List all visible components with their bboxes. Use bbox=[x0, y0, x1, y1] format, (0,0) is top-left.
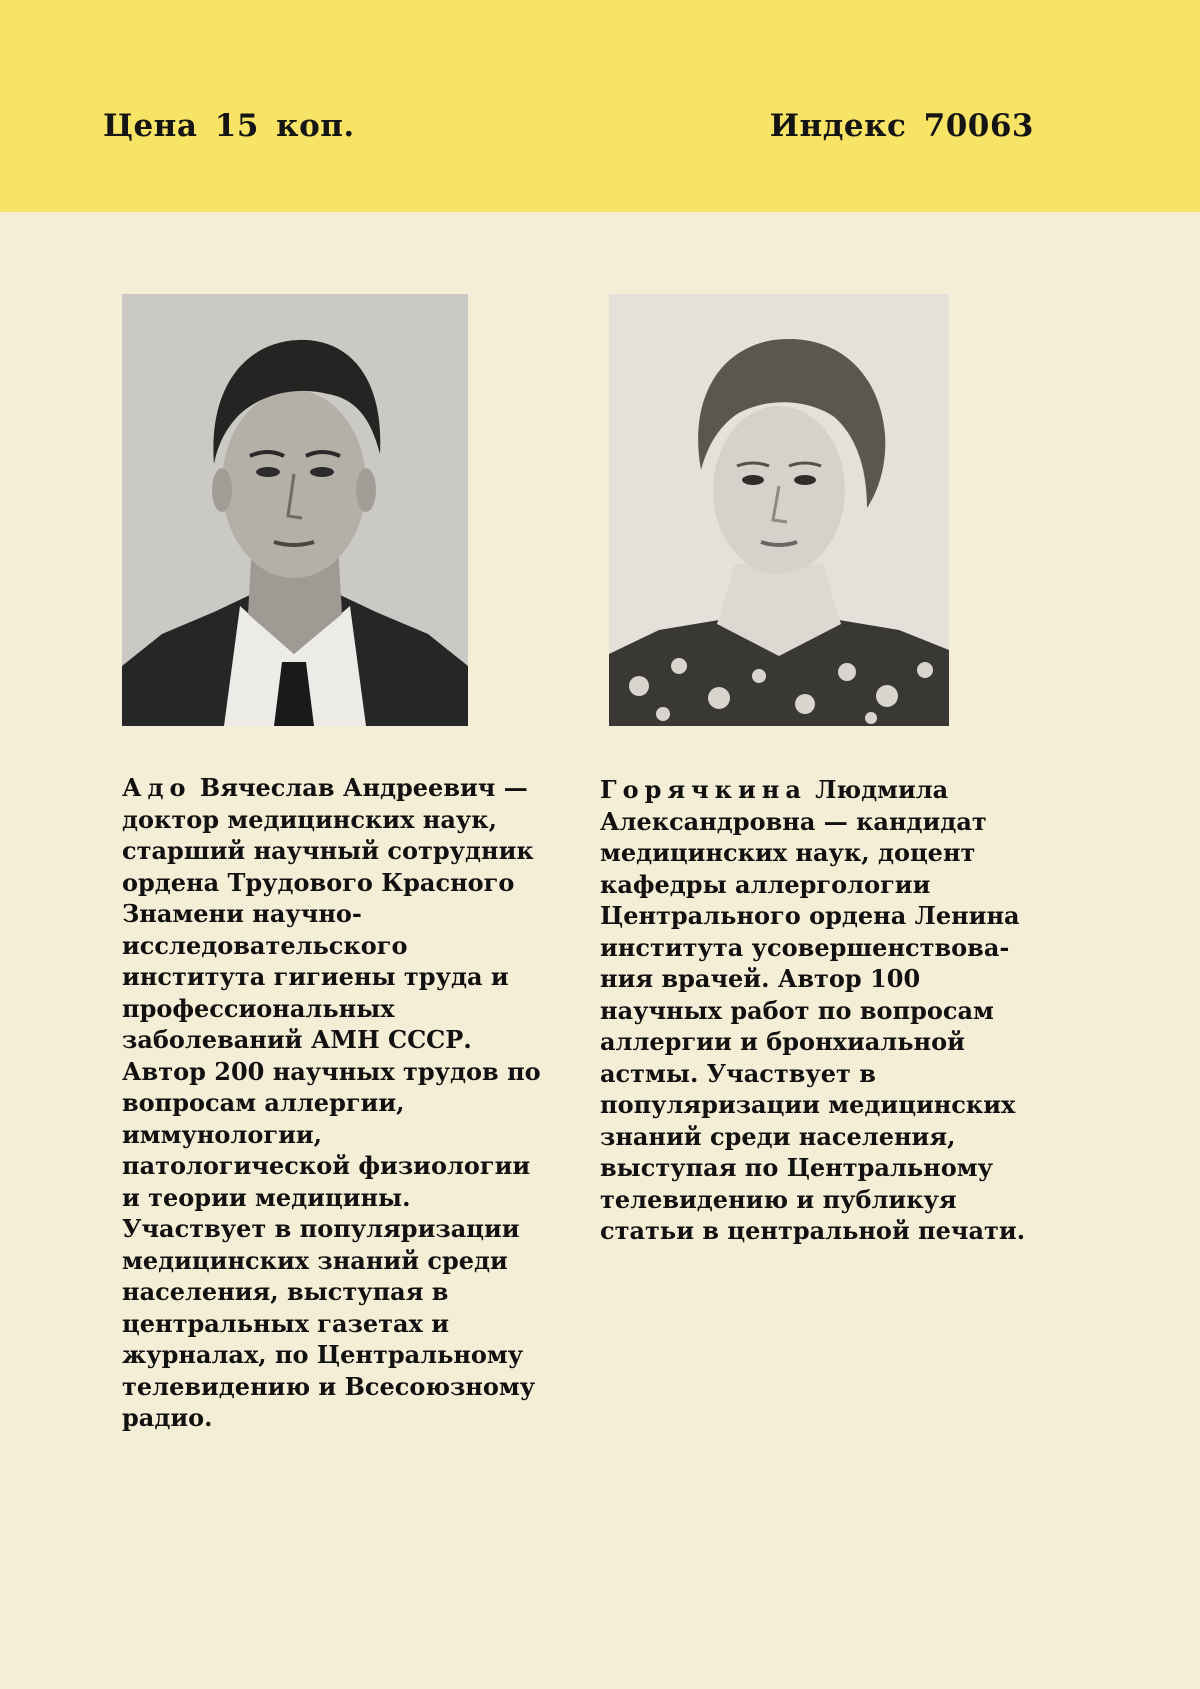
bio-line: заболеваний АМН СССР. bbox=[122, 1025, 472, 1054]
header-band bbox=[0, 0, 1200, 212]
bio-line: Вячеслав Андреевич — bbox=[199, 773, 528, 802]
bio-line: знаний среди населения, bbox=[600, 1121, 956, 1151]
bio-line: Участвует в популяризации bbox=[122, 1214, 520, 1243]
author-surname: Адо bbox=[122, 773, 192, 802]
bio-line: радио. bbox=[122, 1403, 213, 1432]
index-label: Индекс 70063 bbox=[769, 108, 1034, 144]
author-portrait-goryachkina bbox=[609, 294, 949, 726]
bio-line: аллергии и бронхиальной bbox=[600, 1027, 965, 1056]
bio-line: патологической физиологии bbox=[122, 1151, 531, 1180]
author-portrait-ado bbox=[122, 294, 468, 726]
bio-line: телевидению и Всесоюзному bbox=[122, 1371, 536, 1401]
bio-line: ордена Трудового Красного bbox=[122, 867, 515, 897]
bio-line: медицинских наук, доцент bbox=[600, 838, 976, 867]
bio-line: Автор 200 научных трудов по bbox=[122, 1056, 541, 1086]
bio-line: журналах, по Центральному bbox=[122, 1340, 524, 1369]
bio-line: кафедры аллергологии bbox=[600, 869, 931, 899]
portrait-woman-image bbox=[609, 294, 949, 726]
bio-line: ния врачей. Автор 100 bbox=[600, 964, 921, 993]
bio-line: медицинских знаний среди bbox=[122, 1245, 508, 1275]
bio-line: вопросам аллергии, bbox=[122, 1088, 405, 1117]
bio-line: профессиональных bbox=[122, 993, 395, 1023]
portrait-man-image bbox=[122, 294, 468, 726]
bio-line: института гигиены труда и bbox=[122, 962, 509, 991]
bio-line: Людмила bbox=[815, 775, 949, 804]
bio-line: населения, выступая в bbox=[122, 1277, 449, 1306]
bio-first-line bbox=[600, 774, 1030, 806]
bio-line: доктор медицинских наук, bbox=[122, 804, 497, 834]
bio-line: иммунологии, bbox=[122, 1119, 323, 1149]
author-surname: Горячкина bbox=[600, 775, 807, 804]
bio-line: старший научный сотрудник bbox=[122, 836, 534, 865]
bio-line: Александровна — кандидат bbox=[600, 806, 987, 836]
author-bio-goryachkina bbox=[600, 774, 1030, 1247]
bio-line: Центрального ордена Ленина bbox=[600, 901, 1020, 930]
bio-line: выступая по Центральному bbox=[600, 1153, 993, 1182]
bio-line: института усовершенствова- bbox=[600, 932, 1010, 962]
price-label: Цена 15 коп. bbox=[103, 108, 355, 144]
bio-first-line bbox=[122, 772, 552, 804]
bio-line: астмы. Участвует в bbox=[600, 1058, 876, 1088]
bio-line: исследовательского bbox=[122, 930, 408, 960]
bio-line: центральных газетах и bbox=[122, 1308, 449, 1338]
bio-line: телевидению и публикуя bbox=[600, 1184, 957, 1214]
author-bio-ado bbox=[122, 772, 552, 1434]
bio-line: статьи в центральной печати. bbox=[600, 1216, 1026, 1245]
bio-line: и теории медицины. bbox=[122, 1182, 411, 1212]
bio-line: популяризации медицинских bbox=[600, 1090, 1016, 1119]
bio-line: научных работ по вопросам bbox=[600, 995, 994, 1025]
bio-line: Знамени научно- bbox=[122, 899, 362, 928]
